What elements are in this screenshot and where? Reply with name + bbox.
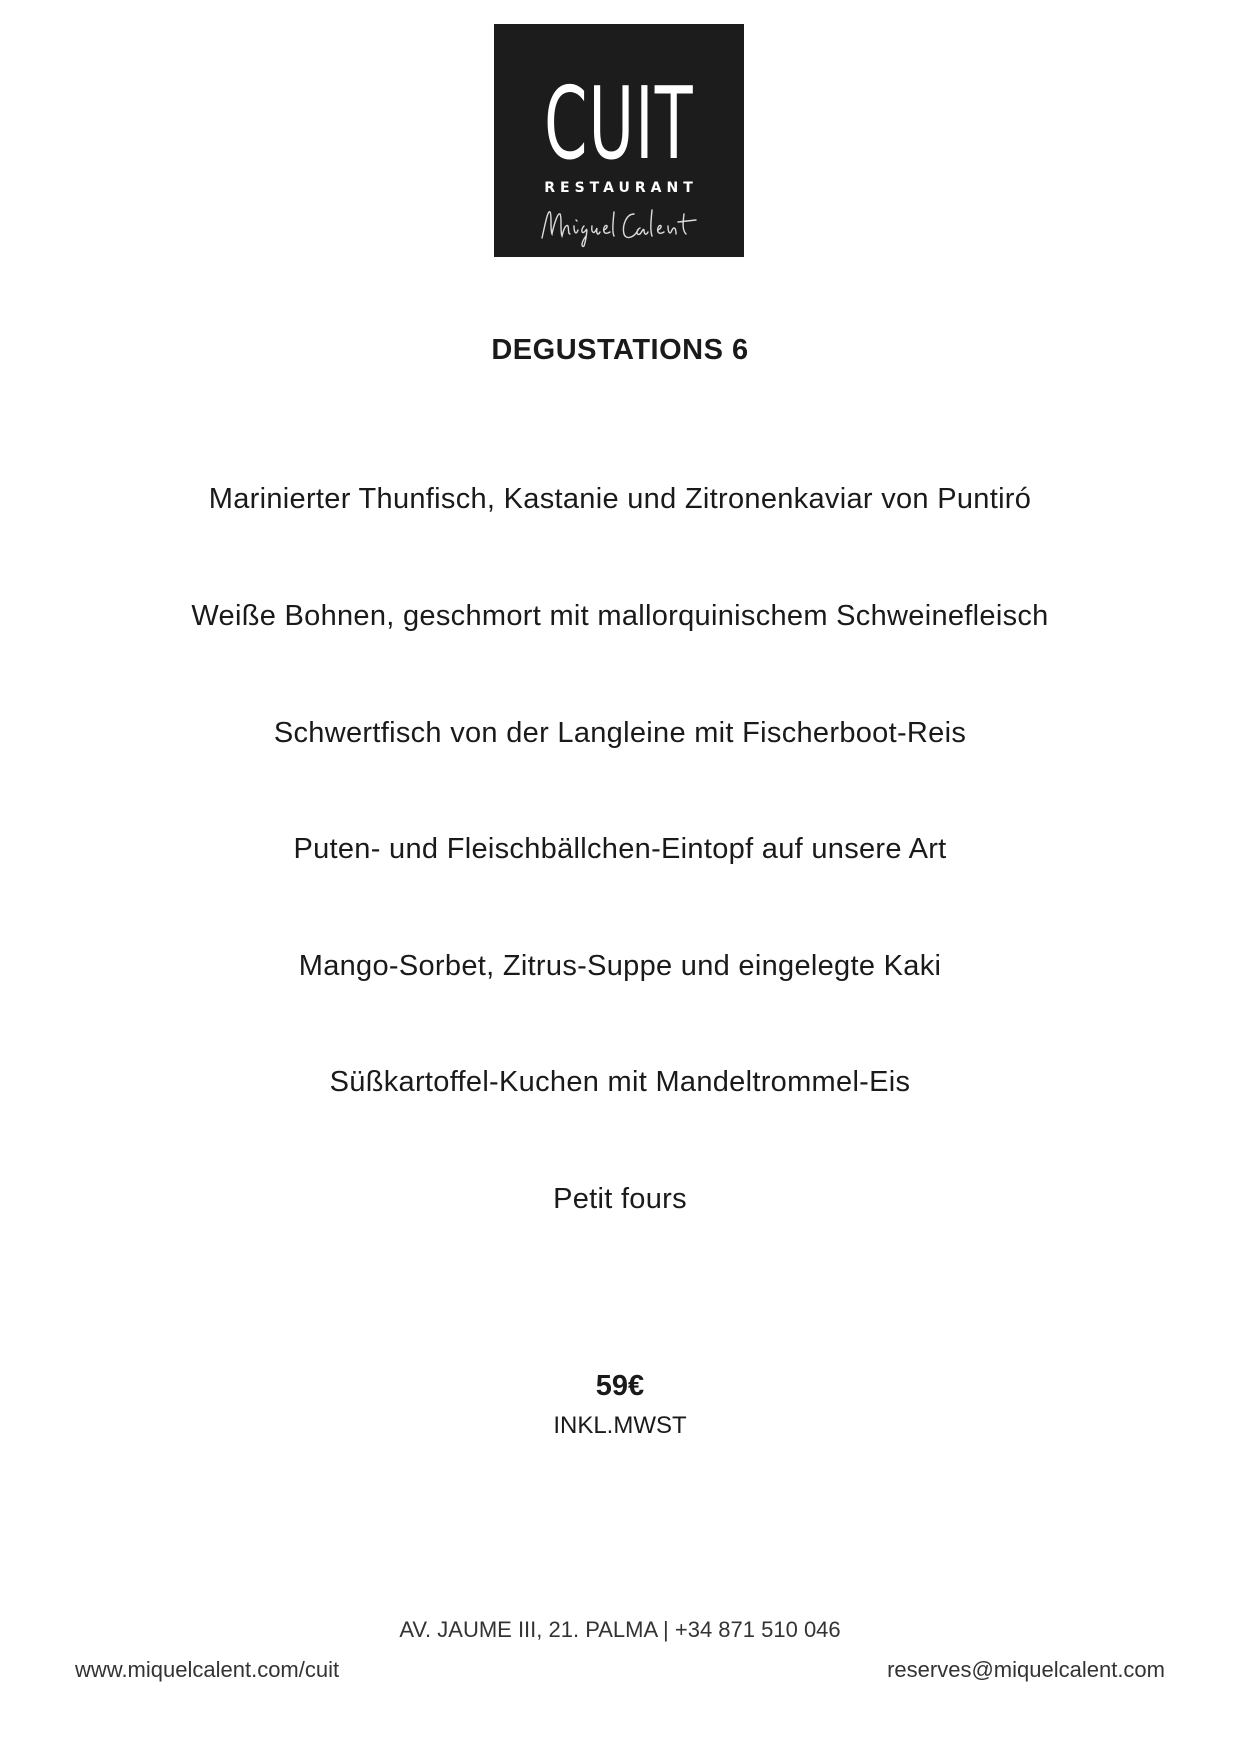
course-item: Mango-Sorbet, Zitrus-Suppe und eingelegte Kaki <box>298 950 942 982</box>
email-link[interactable]: reserves@miquelcalent.com <box>887 1657 1165 1682</box>
website-link[interactable]: www.miquelcalent.com/cuit <box>75 1657 340 1682</box>
footer-address: AV. JAUME III, 21. PALMA | +34 871 510 046 <box>399 1617 841 1642</box>
menu-title: DEGUSTATIONS 6 <box>491 334 749 366</box>
course-item: Petit fours <box>553 1183 687 1215</box>
course-item: Marinierter Thunfisch, Kastanie und Zitronenkaviar von Puntiró <box>208 483 1032 515</box>
course-item: Schwertfisch von der Langleine mit Fischerboot-Reis <box>273 717 967 749</box>
signature-image <box>534 200 704 250</box>
menu-price: 59€ <box>595 1370 645 1402</box>
logo-subtitle: RESTAURANT <box>544 180 698 196</box>
logo-name: CUIT <box>544 65 694 182</box>
course-item: Süßkartoffel-Kuchen mit Mandeltrommel-Eis <box>329 1066 911 1098</box>
price-note: INKL.MWST <box>553 1412 687 1439</box>
course-item: Puten- und Fleischbällchen-Eintopf auf unsere Art <box>293 833 947 865</box>
restaurant-logo <box>494 24 744 257</box>
course-item: Weiße Bohnen, geschmort mit mallorquinischem Schweinefleisch <box>191 600 1049 632</box>
